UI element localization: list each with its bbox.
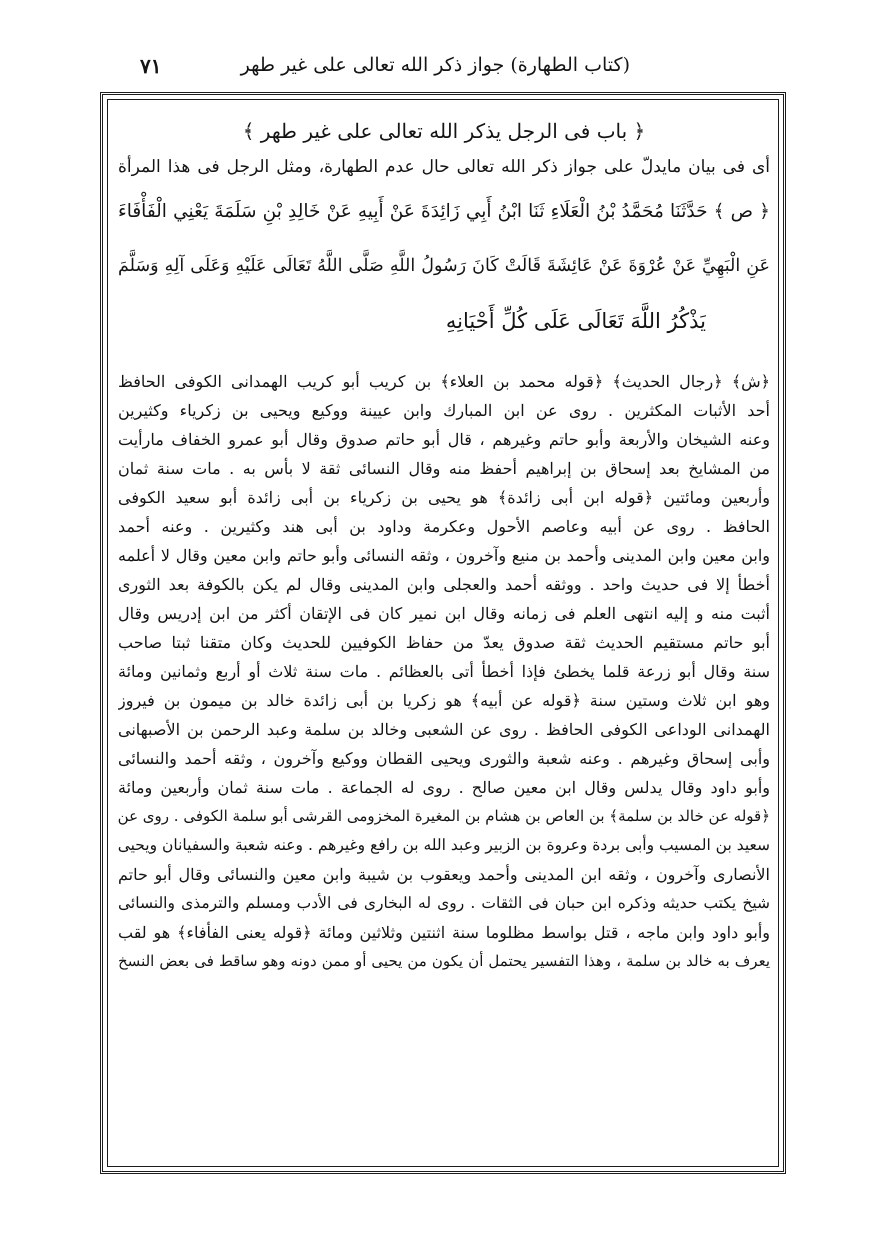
commentary-line: أخطأ إلا فى حديث واحد . ووثقه أحمد والعجلى وابن المدينى وقال لم يكن بالكوفة بعد الثورى — [118, 575, 770, 594]
commentary-line: سعيد بن المسيب وأبى بردة وعروة بن الزبير وعبد الله بن رافع وغيرهم . وعنه شعبة والسفيانان ويحيى — [118, 836, 770, 854]
commentary-line: وابن معين وابن المدينى وأحمد بن منيع وآخرون ، وثقه النسائى وأبو حاتم وابن معين وقال لا أعلمه — [118, 546, 770, 565]
commentary-line: وأبو داود وابن ماجه ، قتل بواسط مظلوما سنة اثنتين وثلاثين ومائة ﴿قوله يعنى الفأفاء﴾ هو لقب — [118, 923, 770, 942]
commentary-line: الحافظ . روى عن أبيه وعاصم الأحول وعكرمة وداود بن أبى هند وكثيرين . وعنه أحمد — [118, 517, 770, 536]
commentary-line: أثبت منه و إليه انتهى العلم فى زمانه وقال ابن نمير كان فى الإتقان أكثر من ابن إدريس وقال — [118, 604, 770, 623]
section-gap — [118, 349, 770, 367]
chapter-intro: أى فى بيان مايدلّ على جواز ذكر الله تعالى حال عدم الطهارة، ومثل الرجل فى هذا المرأة — [118, 157, 770, 177]
hadith-line: ﴿ ص ﴾ حَدَّثَنَا مُحَمَّدُ بْنُ الْعَلَاءِ ثَنَا ابْنُ أَبِي زَائِدَةَ عَنْ أَبِيهِ عَنْ خَالِدِ بْنِ سَلَمَةَ يَعْنِي الْفَأْفَاءَ — [118, 201, 770, 222]
hadith-line: عَنِ الْبَهِيِّ عَنْ عُرْوَةَ عَنْ عَائِشَةَ قَالَتْ كَانَ رَسُولُ اللَّهِ صَلَّى اللَّهُ تَعَالَى عَلَيْهِ وَعَلَى آلِهِ وَسَلَّمَ — [118, 256, 770, 276]
running-head — [100, 48, 790, 88]
commentary-line: ﴿ش﴾ ﴿رجال الحديث﴾ ﴿قوله محمد بن العلاء﴾ بن كريب أبو كريب الهمدانى الكوفى الحافظ — [118, 372, 770, 391]
commentary-line: وعنه الشيخان والأربعة وأبو حاتم وغيرهم ، قال أبو حاتم صدوق وقال أبو عمرو الخفاف مارأيت — [118, 430, 770, 449]
commentary-line: سنة وقال أبو زرعة قلما يخطئ فإذا أخطأ أتى بالعظائم . مات سنة ثلاث أو أربع وثمانين ومائة — [118, 662, 770, 681]
commentary-line: يعرف به خالد بن سلمة ، وهذا التفسير يحتمل أن يكون من يحيى أو ممن دونه وهو ساقط فى بعض النسخ — [118, 952, 770, 970]
running-title: (كتاب الطهارة) جواز ذكر الله تعالى على غير طهر — [240, 54, 630, 76]
commentary-line: أبو حاتم مستقيم الحديث ثقة صدوق يعدّ من حفاظ الكوفيين للحديث وكان متقنا ثبتا صاحب — [118, 633, 770, 652]
page-content — [118, 112, 770, 976]
commentary-line: وهو ابن ثلاث وستين سنة ﴿قوله عن أبيه﴾ هو زكريا بن أبى زائدة خالد بن ميمون بن فيروز — [118, 691, 770, 710]
chapter-title: ﴿ باب فى الرجل يذكر الله تعالى على غير طهر ﴾ — [242, 119, 646, 143]
commentary-line: وأبو داود وقال يدلس وقال ابن معين صالح . روى له الجماعة . مات سنة ثمان وأربعين ومائة — [118, 778, 770, 797]
commentary-line: أحد الأثبات المكثرين . روى عن ابن المبارك وابن عيينة ووكيع ويحيى بن زكرياء وكثيرين — [118, 401, 770, 420]
commentary-line: ﴿قوله عن خالد بن سلمة﴾ بن العاص بن هشام بن المغيرة المخزومى القرشى أبو سلمة الكوفى . روى عن — [118, 807, 770, 825]
commentary-line: الأنصارى وآخرون ، وثقه ابن المدينى وأحمد ويعقوب بن شيبة وابن معين والنسائى وقال أبو حاتم — [118, 865, 770, 884]
commentary-text — [118, 367, 770, 976]
page-number: ٧١ — [140, 54, 162, 78]
commentary-line: الهمدانى الوداعى الكوفى الحافظ . روى عن الشعبى وخالد بن سلمة وعبد الرحمن بن الأصبهانى — [118, 720, 770, 739]
commentary-line: من المشايخ بعد إسحاق بن إبراهيم أحفظ منه وقال النسائى ثقة لا بأس به . مات سنة ثمان — [118, 459, 770, 478]
commentary-line: وأربعين ومائتين ﴿قوله ابن أبى زائدة﴾ هو يحيى بن زكرياء بن أبى زائدة أبو سعيد الكوفى — [118, 488, 770, 507]
hadith-line: يَذْكُرُ اللَّهَ تَعَالَى عَلَى كُلِّ أَحْيَانِهِ — [445, 309, 706, 333]
commentary-line: وأبى إسحاق وغيرهم . وعنه شعبة والثورى ويحيى القطان ووكيع وآخرون ، وثقه أحمد والنسائى — [118, 749, 770, 768]
commentary-line: شيخ يكتب حديثه وذكره ابن حبان فى الثقات . روى له البخارى فى الأدب ومسلم والترمذى والنسائى — [118, 894, 770, 912]
hadith-text — [118, 184, 770, 349]
